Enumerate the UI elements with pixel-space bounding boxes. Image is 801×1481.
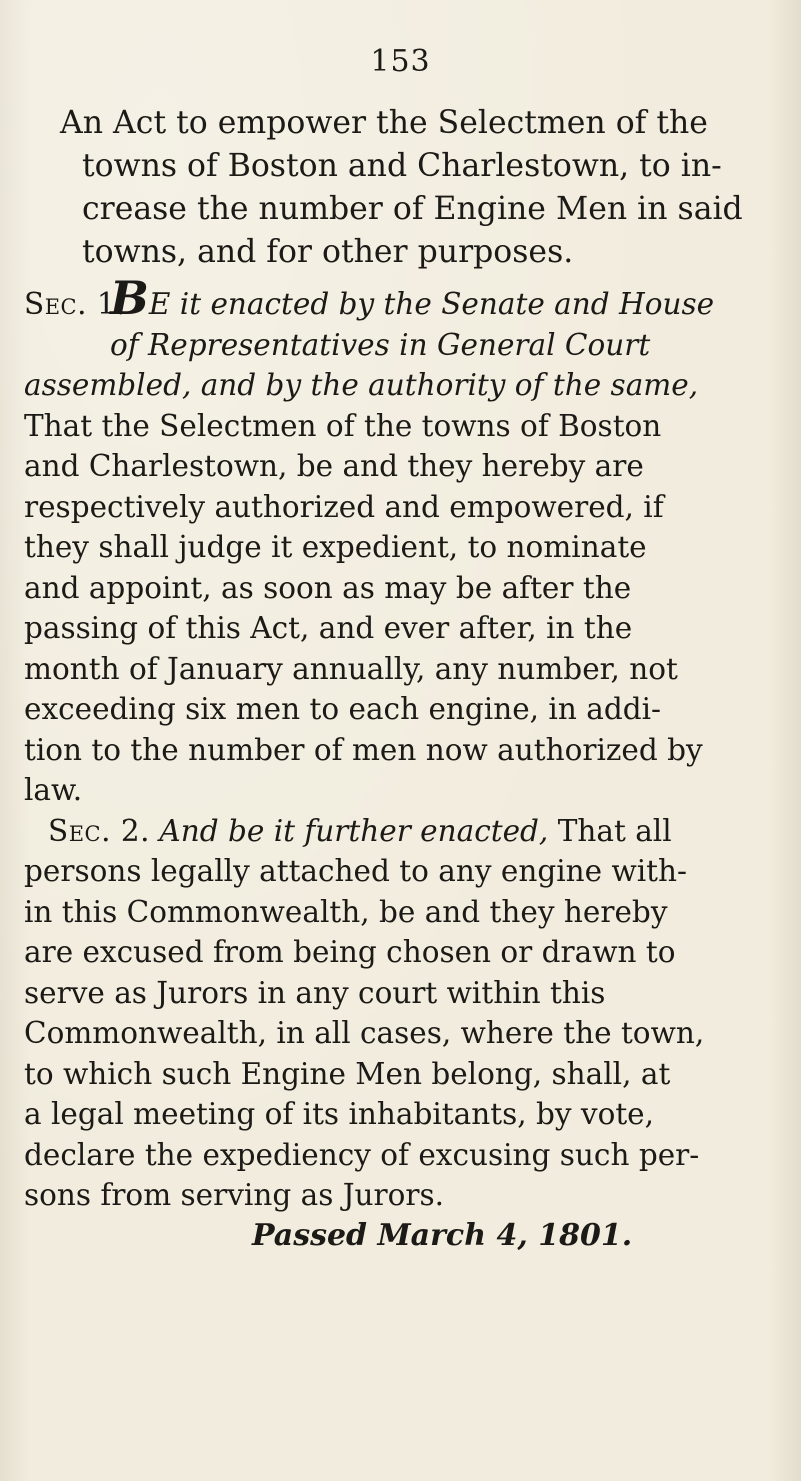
section-text-line: and appoint, as soon as may be after the <box>24 570 632 605</box>
section-text-line: to which such Engine Men belong, shall, at <box>24 1056 671 1091</box>
section-text-line: in this Commonwealth, be and they hereby <box>24 894 668 929</box>
title-line: crease the number of Engine Men in said <box>82 191 743 227</box>
section-text-line: they shall judge it expedient, to nominate <box>24 530 647 564</box>
enacting-clause-line: of Representatives in General Court <box>110 327 651 362</box>
section-text-line: passing of this Act, and ever after, in the <box>24 611 633 645</box>
section-1-label: Sec. 1. <box>24 287 127 321</box>
section-text-line: respectively authorized and empowered, if <box>24 489 664 524</box>
section-text-line: declare the expediency of excusing such per- <box>24 1137 700 1172</box>
section-text-line: serve as Jurors in any court within this <box>24 975 606 1010</box>
section-text-line: and Charlestown, be and they hereby are <box>24 449 644 483</box>
section-text-line: That the Selectmen of the towns of Boston <box>24 408 662 443</box>
section-text-line: That all <box>557 813 672 848</box>
section-1 <box>24 271 786 811</box>
enacting-clause: E it enacted by the Senate and House <box>148 287 715 321</box>
section-text-line: sons from serving as Jurors. <box>24 1178 445 1212</box>
passed-date: Passed March 4, 1801. <box>252 1217 633 1253</box>
section-text-line: tion to the number of men now authorized by <box>24 732 703 767</box>
act-title <box>60 102 780 274</box>
section-text-line: exceeding six men to each engine, in addi- <box>24 692 662 726</box>
section-2 <box>24 811 786 1216</box>
act-body <box>24 271 786 1256</box>
section-text-line: law. <box>24 773 83 807</box>
title-line: An Act to empower the Selectmen of the <box>60 105 708 141</box>
section-text-line: Commonwealth, in all cases, where the town, <box>24 1016 705 1050</box>
section-text-line: are excused from being chosen or drawn to <box>24 935 676 969</box>
title-line: towns of Boston and Charlestown, to in- <box>82 148 722 184</box>
title-line: towns, and for other purposes. <box>82 234 574 270</box>
section-2-enacting-phrase: And be it further enacted, <box>159 813 549 848</box>
page-number: 153 <box>370 44 431 79</box>
section-2-label: Sec. 2. <box>48 813 151 848</box>
drop-cap: B <box>110 271 149 325</box>
section-text-line: persons legally attached to any engine with- <box>24 854 688 888</box>
section-text-line: month of January annually, any number, not <box>24 651 678 686</box>
section-text-line: a legal meeting of its inhabitants, by vote, <box>24 1097 655 1131</box>
enacting-clause-line: assembled, and by the authority of the same, <box>24 368 699 402</box>
